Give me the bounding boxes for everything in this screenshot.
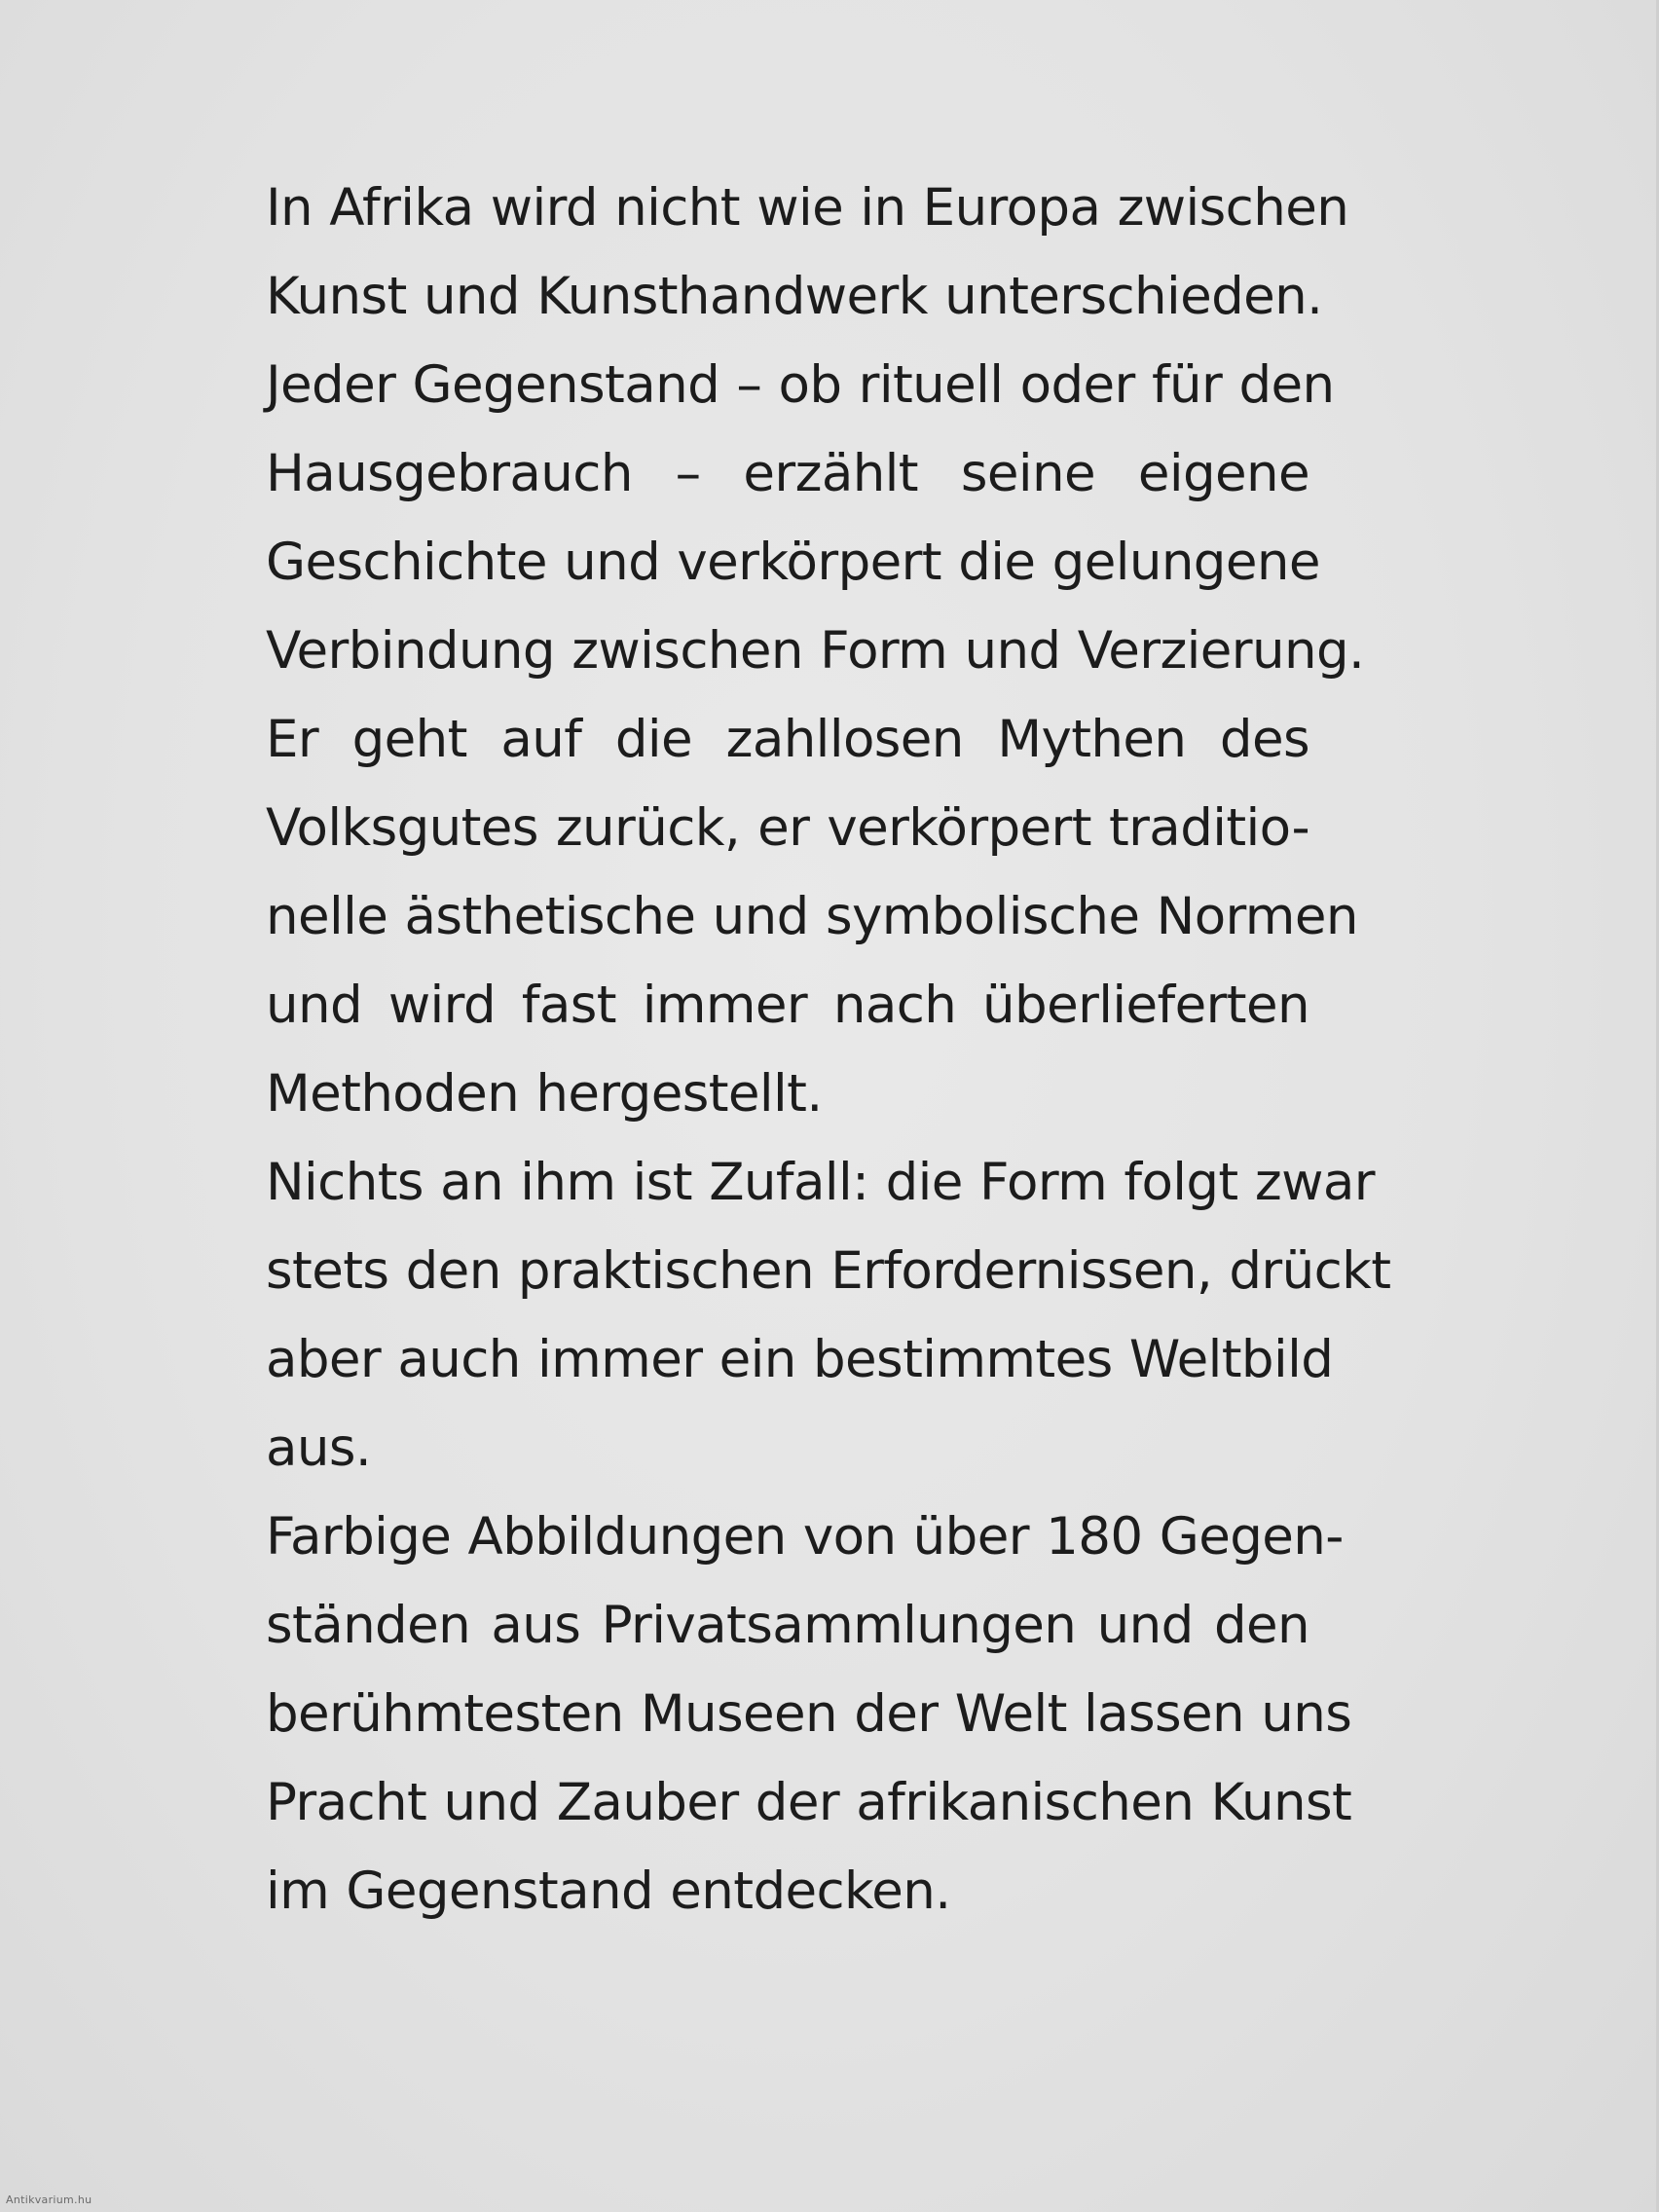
text-line: nelle ästhetische und symbolische Normen (266, 887, 1358, 946)
text-line: Er geht auf die zahllosen Mythen des (266, 710, 1309, 769)
text-line: Geschichte und verkörpert die gelungene (266, 533, 1320, 592)
text-line: im Gegenstand entdecken. (266, 1862, 951, 1921)
text-line: Methoden hergestellt. (266, 1064, 823, 1124)
text-line: berühmtesten Museen der Welt lassen uns (266, 1684, 1352, 1744)
text-line: aber auch immer ein bestimmtes Weltbild (266, 1330, 1334, 1389)
text-line: aus. (266, 1419, 372, 1478)
text-line: Pracht und Zauber der afrikanischen Kunst (266, 1773, 1352, 1832)
text-line: Volksgutes zurück, er verkörpert traditio- (266, 798, 1309, 858)
blurb-text (266, 164, 1391, 1936)
watermark: Antikvarium.hu (6, 2194, 92, 2206)
text-line: Jeder Gegenstand – ob rituell oder für den (266, 355, 1335, 415)
text-line: Kunst und Kunsthandwerk unterschieden. (266, 267, 1323, 326)
text-line: Nichts an ihm ist Zufall: die Form folgt zwar (266, 1153, 1375, 1212)
text-line: Verbindung zwischen Form und Verzierung. (266, 621, 1365, 681)
text-line: Farbige Abbildungen von über 180 Gegen- (266, 1507, 1344, 1567)
text-line: und wird fast immer nach überlieferten (266, 976, 1309, 1035)
text-line: stets den praktischen Erfordernissen, drückt (266, 1241, 1391, 1301)
text-line: Hausgebrauch – erzählt seine eigene (266, 444, 1309, 503)
text-line: ständen aus Privatsammlungen und den (266, 1596, 1309, 1655)
text-line: In Afrika wird nicht wie in Europa zwischen (266, 178, 1349, 238)
